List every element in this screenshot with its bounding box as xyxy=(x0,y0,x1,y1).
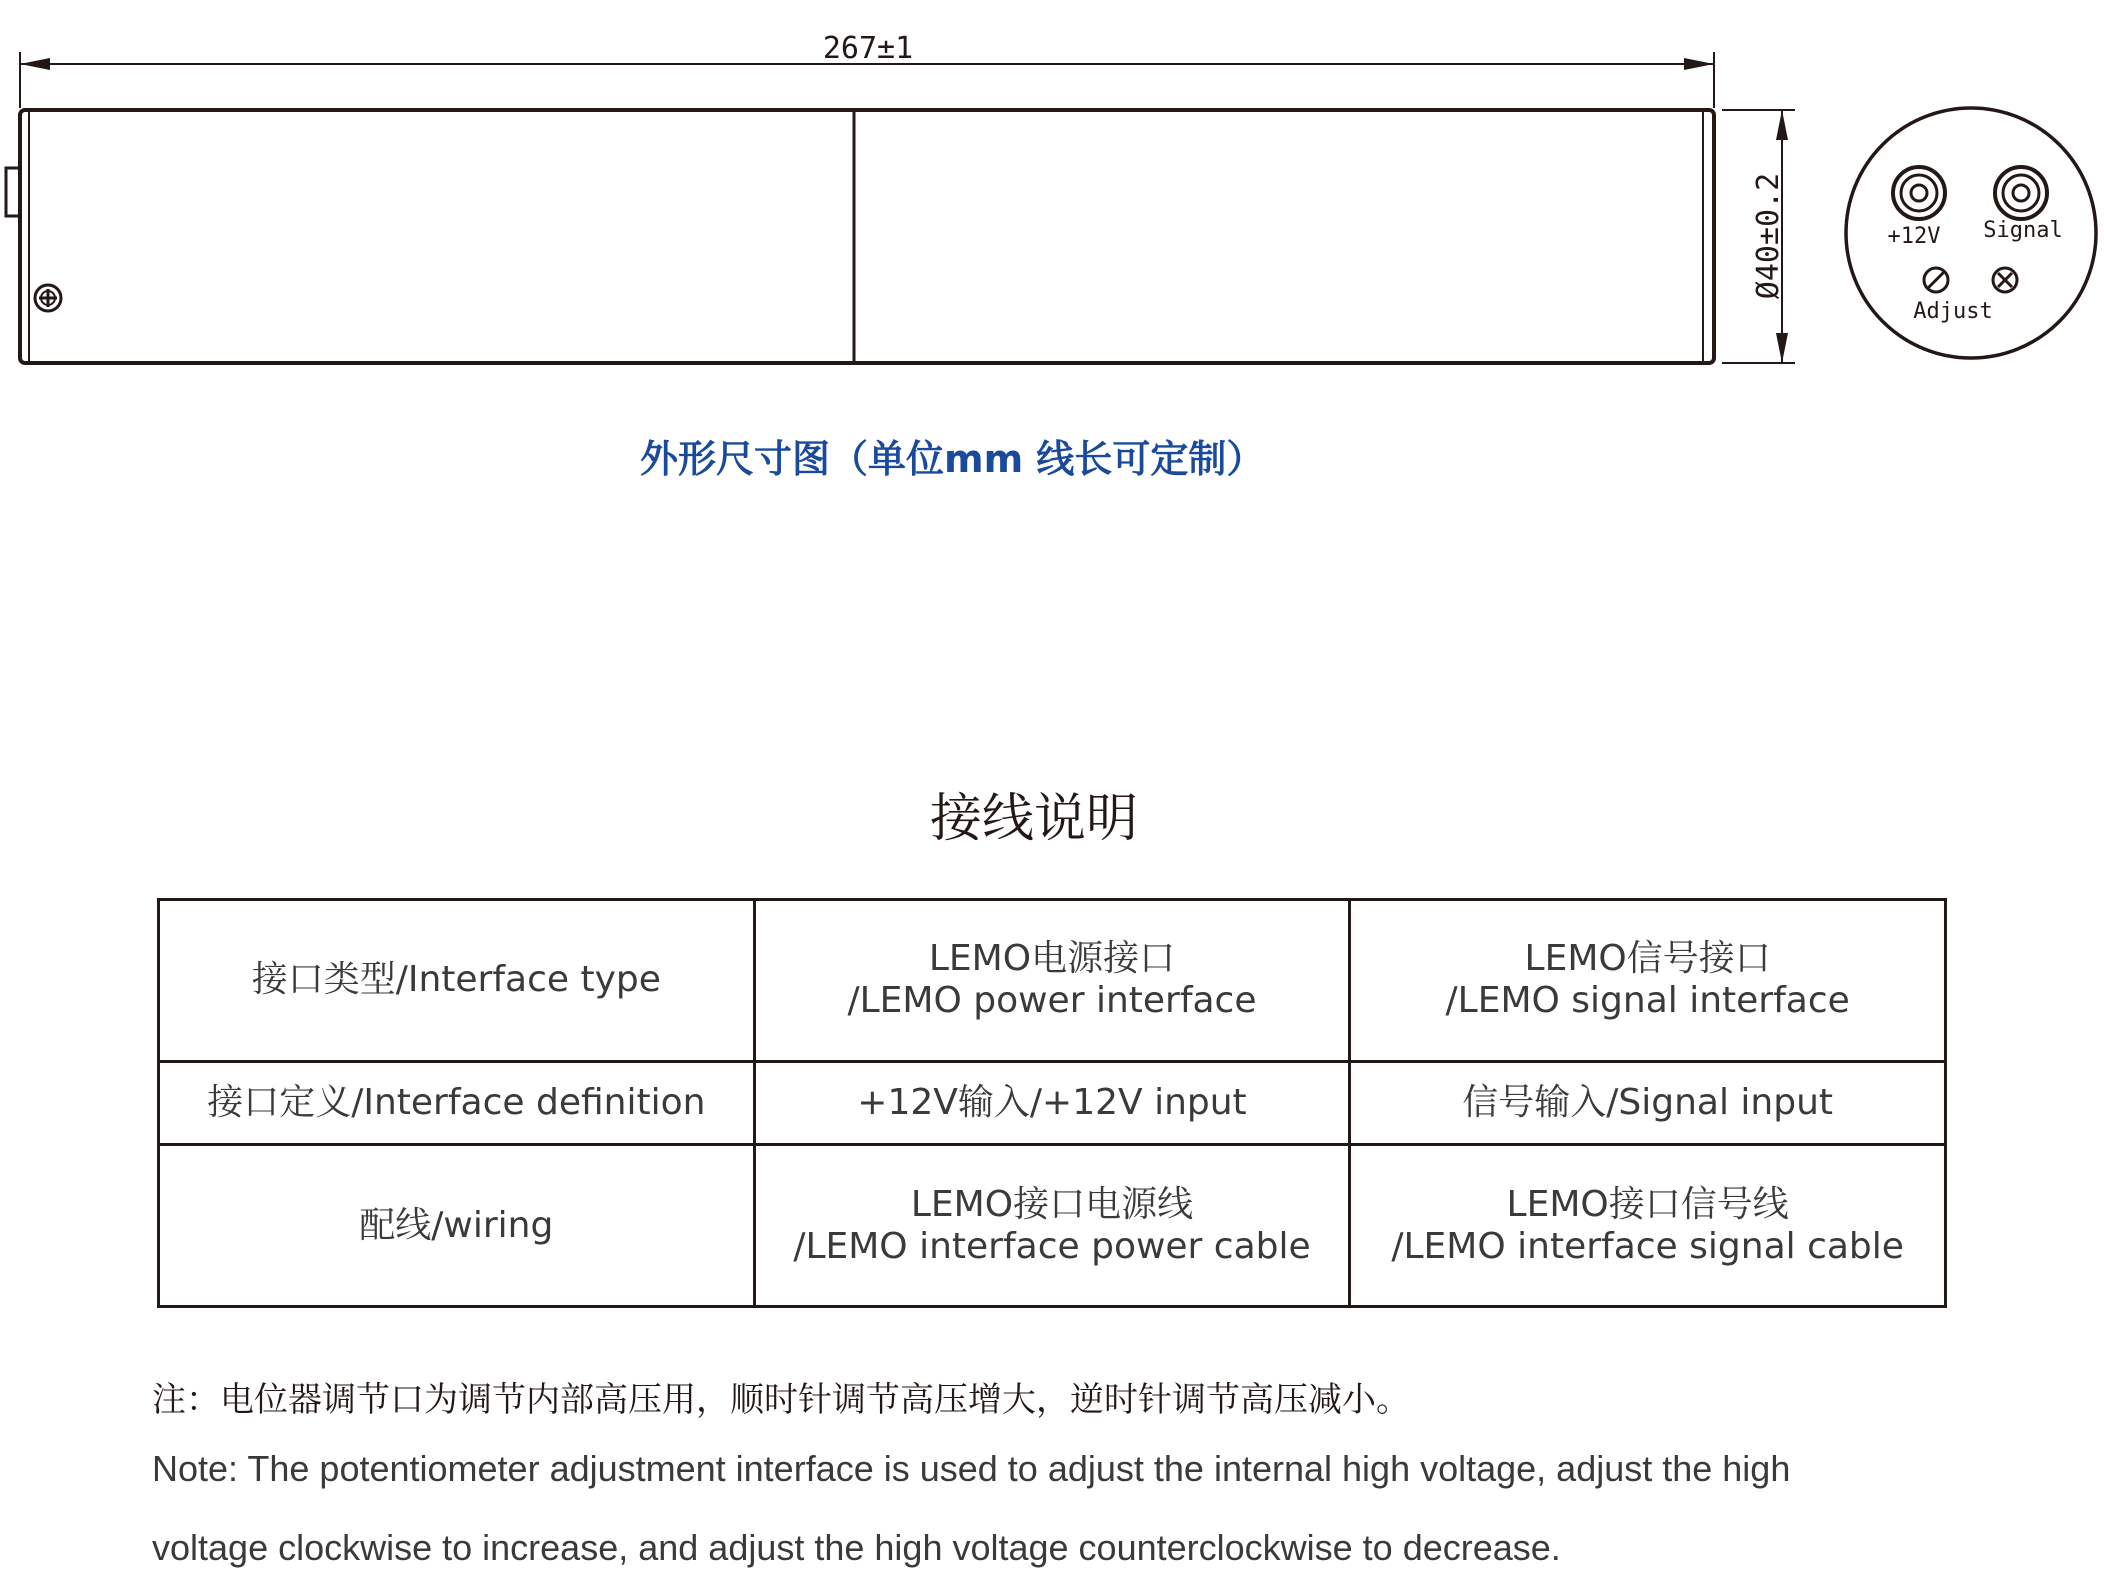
row-label xyxy=(159,900,755,1062)
power-cell-line1: LEMO接口电源线 xyxy=(910,1183,1194,1225)
end-cap-stub xyxy=(6,168,20,216)
power-cell-line1: +12V输入/+12V input xyxy=(857,1081,1247,1123)
signal-cell-line2: /LEMO signal interface xyxy=(1445,980,1850,1022)
length-dimension-label: 267±1 xyxy=(822,31,914,66)
note-english-line2: voltage clockwise to increase, and adjust the high voltage counterclockwise to decrease. xyxy=(152,1527,1561,1568)
adjust-screw-icon xyxy=(1993,268,2017,292)
table-row xyxy=(159,1145,1946,1307)
row-label xyxy=(159,1145,755,1307)
wiring-table xyxy=(157,898,1947,1308)
signal-cell xyxy=(1350,1145,1946,1307)
drawing-caption: 外形尺寸图（单位mm 线长可定制） xyxy=(640,437,1265,481)
signal-cell-line1: LEMO接口信号线 xyxy=(1506,1183,1789,1225)
adjust-potentiometer-icon xyxy=(1924,268,1948,292)
wiring-section-title: 接线说明 xyxy=(930,789,1139,849)
signal-connector-icon xyxy=(1995,167,2047,219)
table-row xyxy=(159,1061,1946,1145)
adjust-pin-label: Adjust xyxy=(1913,299,1993,324)
tube-body xyxy=(20,110,1714,363)
table-row xyxy=(159,900,1946,1062)
diameter-dimension-label: Ø40±0.2 xyxy=(1751,172,1786,300)
power-cell xyxy=(754,900,1350,1062)
row-label-text: 配线/wiring xyxy=(359,1204,554,1246)
screw-icon xyxy=(35,285,61,311)
note-chinese: 注：电位器调节口为调节内部高压用，顺时针调节高压增大，逆时针调节高压减小。 xyxy=(152,1380,1410,1420)
power-cell-line2: /LEMO interface power cable xyxy=(793,1225,1311,1267)
signal-cell-line1: 信号输入/Signal input xyxy=(1462,1081,1834,1123)
signal-cell-line1: LEMO信号接口 xyxy=(1524,938,1771,980)
power-connector-icon xyxy=(1893,167,1945,219)
row-label xyxy=(159,1061,755,1145)
power-cell xyxy=(754,1061,1350,1145)
row-label-text: 接口定义/Interface definition xyxy=(207,1081,706,1123)
row-label-text: 接口类型/Interface type xyxy=(251,959,661,1001)
note-english-line1: Note: The potentiometer adjustment interface is used to adjust the internal high voltage, adjust the high xyxy=(152,1448,1791,1489)
signal-cell xyxy=(1350,1061,1946,1145)
signal-cell-line2: /LEMO interface signal cable xyxy=(1391,1225,1904,1267)
power-cell-line1: LEMO电源接口 xyxy=(928,938,1176,980)
side-view xyxy=(6,110,1714,363)
signal-cell xyxy=(1350,900,1946,1062)
power-pin-label: +12V xyxy=(1887,224,1941,249)
power-cell-line2: /LEMO power interface xyxy=(847,980,1257,1022)
signal-pin-label: Signal xyxy=(1983,218,2063,243)
power-cell xyxy=(754,1145,1350,1307)
